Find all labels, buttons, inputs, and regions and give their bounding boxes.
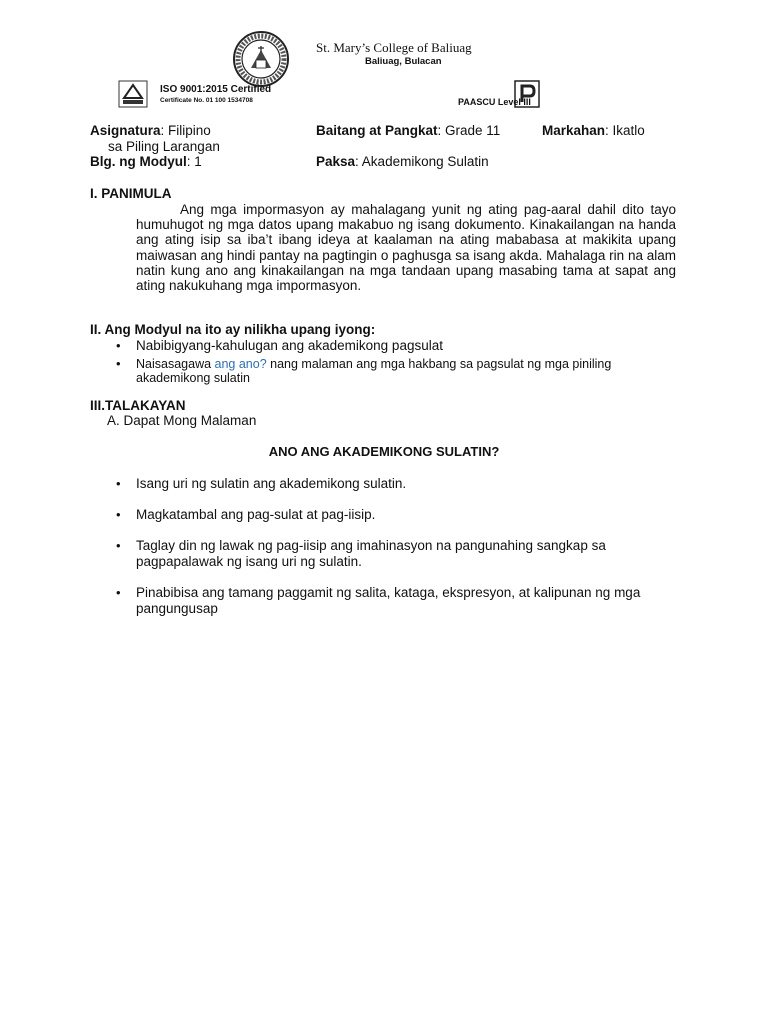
point-1: Isang uri ng sulatin ang akademikong sulatin. [136,476,407,491]
baitang-field [316,123,500,138]
bullet-icon: • [116,476,121,491]
modyul-label: Blg. ng Modyul [90,154,187,169]
layunin-item-1: Nabibigyang-kahulugan ang akademikong pagsulat [136,338,443,353]
school-name: St. Mary’s College of Baliuag [316,40,472,55]
list-item [116,476,681,492]
layunin-list [116,338,678,385]
point-3: Taglay din ng lawak ng pag-iisip ang imahinasyon na pangunahing sangkap sa pagpapalawak ng isang uri ng sulatin. [136,538,606,569]
modyul-field [90,154,202,169]
talakayan-heading: III.TALAKAYAN [90,398,186,413]
list-item [116,338,678,353]
paascu-level: PAASCU Level III [458,97,531,107]
list-item [116,356,678,385]
asignatura-field [90,123,211,138]
layunin-item-2-highlight: ang ano? [214,357,267,371]
asignatura-label: Asignatura [90,123,161,138]
paksa-field [316,154,489,169]
talakayan-subheading: A. Dapat Mong Malaman [107,413,257,428]
iso-title: ISO 9001:2015 Certified [160,84,272,95]
list-item [116,585,681,616]
modyul-value: : 1 [186,154,202,169]
iso-certification-icon [118,80,148,108]
layunin-heading: II. Ang Modyul na ito ay nilikha upang iyong: [90,322,376,337]
iso-certificate-number: Certificate No. 01 100 1534708 [160,97,253,104]
baitang-label: Baitang at Pangkat [316,123,438,138]
layunin-item-2-end: nang malaman ang mga hakbang sa pagsulat ng mga piniling akademikong sulatin [136,357,612,385]
paksa-label: Paksa [316,154,356,169]
school-seal-icon [232,30,290,88]
markahan-value: : Ikatlo [605,123,645,138]
bullet-icon: • [116,356,121,371]
markahan-label: Markahan [542,123,606,138]
section-title: ANO ANG AKADEMIKONG SULATIN? [268,444,500,459]
list-item [116,538,681,569]
bullet-icon: • [116,507,121,522]
bullet-icon: • [116,538,121,553]
bullet-icon: • [116,338,121,353]
baitang-value: : Grade 11 [437,123,501,138]
asignatura-value-line2: sa Piling Larangan [108,139,220,154]
list-item [116,507,681,523]
panimula-heading: I. PANIMULA [90,186,172,201]
layunin-item-2-start: Naisasagawa [136,357,215,371]
point-2: Magkatambal ang pag-sulat at pag-iisip. [136,507,376,522]
point-4: Pinabibisa ang tamang paggamit ng salita, kataga, ekspresyon, at kalipunan ng mga pangungusap [136,585,641,616]
school-address: Baliuag, Bulacan [365,56,442,67]
paksa-value: : Akademikong Sulatin [355,154,489,169]
panimula-text: Ang mga impormasyon ay mahalagang yunit ng ating pag-aaral dahil dito tayo humuhugot ng mga datos upang makabuo ng isang dokumento. Kinakailangan na handa ang ating isip sa iba’t ibang ideya at kaalaman na ating mababasa at makikita upang maiwasan ang hindi pantay na pagtingin o paghusga sa isang akda. Mahalaga rin na alam natin kung ano ang kinakailangan na mga tandaan upang masabing tama at sapat ang ating nakukuhang mga impormasyon. [136,202,676,294]
panimula-paragraph [136,202,676,293]
bullet-icon: • [116,585,121,600]
markahan-field [542,123,645,138]
asignatura-value: : Filipino [160,123,211,138]
